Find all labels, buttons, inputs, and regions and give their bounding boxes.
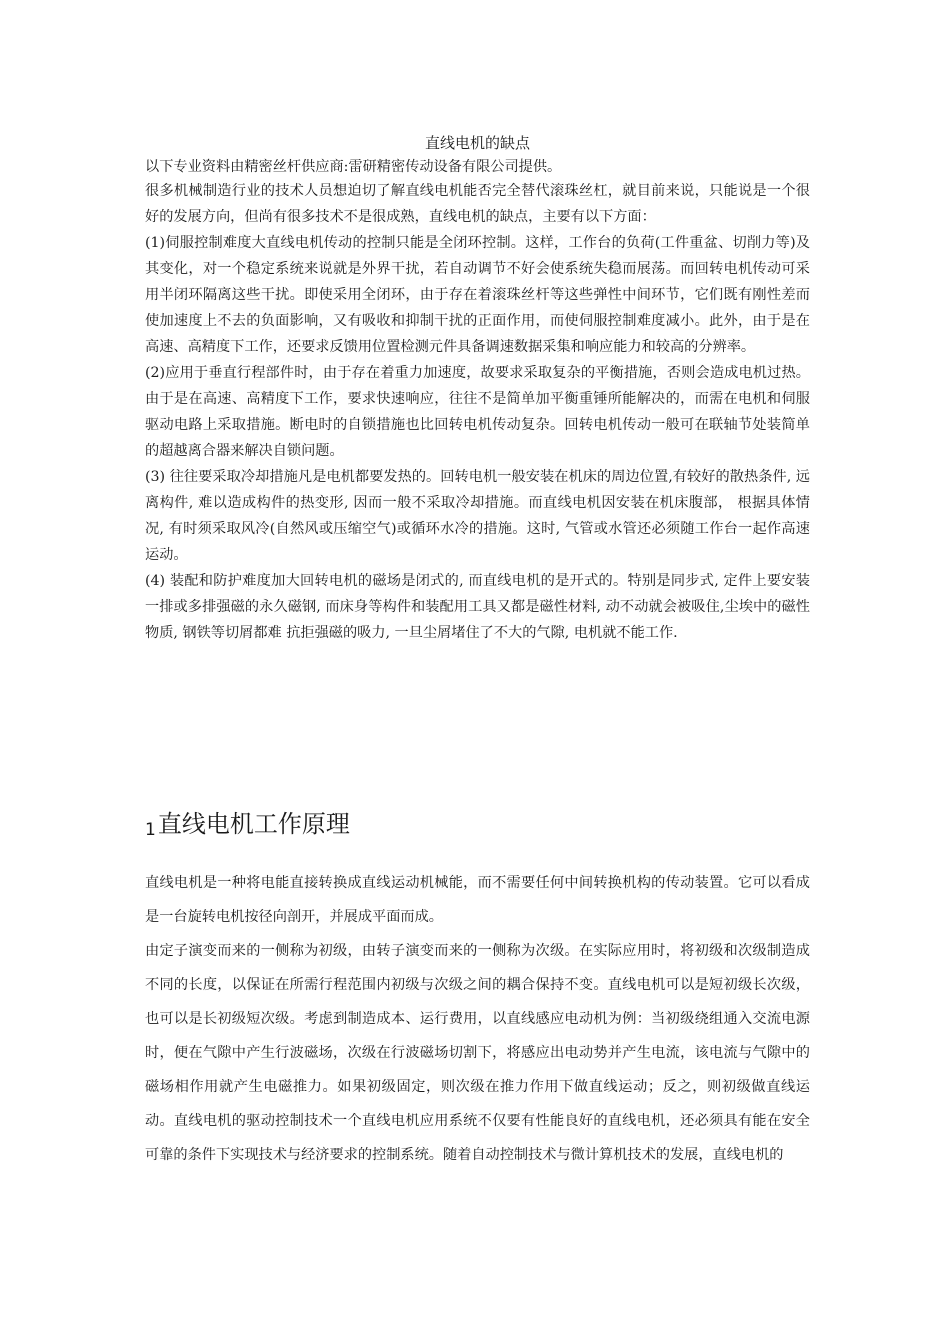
principle-paragraph-2: 由定子演变而来的一侧称为初级，由转子演变而来的一侧称为次级。在实际应用时，将初级和次级制造成不同的长度，以保证在所需行程范围内初级与次级之间的耦合保持不变。直线电机可以是短初级长次级，也可以是长初级短次级。考虑到制造成本、运行费用，以直线感应电动机为例：当初级绕组通入交流电源时，便在气隙中产生行波磁场，次级在行波磁场切割下，将感应出电动势并产生电流，该电流与气隙中的磁场相作用就产生电磁推力。如果初级固定，则次级在推力作用下做直线运动；反之，则初级做直线运动。直线电机的驱动控制技术一个直线电机应用系统不仅要有性能良好的直线电机，还必须具有能在安全可靠的条件下实现技术与经济要求的控制系统。随着自动控制技术与微计算机技术的发展，直线电机的	[145, 943, 810, 1163]
section-title: 直线电机工作原理	[157, 810, 350, 838]
lead-paragraph: 很多机械制造行业的技术人员想迫切了解直线电机能否完全替代滚珠丝杠，就目前来说，只能说是一个很好的发展方向，但尚有很多技术不是很成熟，直线电机的缺点，主要有以下方面：	[145, 183, 810, 225]
point-4: (4) 装配和防护难度加大回转电机的磁场是闭式的, 而直线电机的是开式的。特别是同步式, 定件上要安装一排或多排强磁的永久磁钢, 而床身等构件和装配用工具又都是磁性材料, 动不动就会被吸住,尘埃中的磁性物质, 钢铁等切屑都难 抗拒强磁的吸力, 一旦尘屑堵住了不大的气隙, 电机就不能工作.	[145, 573, 810, 641]
point-2: (2)应用于垂直行程部件时，由于存在着重力加速度，故要求采取复杂的平衡措施，否则会造成电机过热。由于是在高速、高精度下工作，要求快速响应，往往不是简单加平衡重锤所能解决的，而需在电机和伺服驱动电路上采取措施。断电时的自锁措施也比回转电机传动复杂。回转电机传动一般可在联轴节处装简单的超越离合器来解决自锁问题。	[145, 365, 810, 459]
section-heading	[145, 804, 810, 850]
document-title: 直线电机的缺点	[424, 134, 530, 152]
supplier-note: 以下专业资料由精密丝杆供应商:雷研精密传动设备有限公司提供。	[145, 159, 562, 175]
point-3: (3) 往往要采取冷却措施凡是电机都要发热的。回转电机一般安装在机床的周边位置,有较好的散热条件, 远离构件, 难以造成构件的热变形, 因而一般不采取冷却措施。而直线电机因安装在机床腹部， 根据具体情况, 有时须采取风冷(自然风或压缩空气)或循环水冷的措施。这时, 气管或水管还必须随工作台一起作高速运动。	[145, 469, 810, 563]
disadvantages-section	[145, 156, 810, 646]
section-number: 1	[145, 820, 156, 840]
principle-section	[145, 866, 810, 1172]
point-1: (1)伺服控制难度大直线电机传动的控制只能是全闭环控制。这样，工作台的负荷(工件重盆、切削力等)及其变化，对一个稳定系统来说就是外界干扰，若自动调节不好会使系统失稳而展荡。而回转电机传动可采用半闭环隔离这些干扰。即使采用全闭环，由于存在着滚珠丝杆等这些弹性中间环节，它们既有刚性差而使加速度上不去的负面影响，又有吸收和抑制干扰的正面作用，而使伺服控制难度减小。此外，由于是在高速、高精度下工作，还要求反馈用位置检测元件具备调速数据采集和响应能力和较高的分辨率。	[145, 235, 810, 355]
principle-paragraph-1: 直线电机是一种将电能直接转换成直线运动机械能，而不需要任何中间转换机构的传动装置。它可以看成是一台旋转电机按径向剖开，并展成平面而成。	[145, 875, 810, 925]
